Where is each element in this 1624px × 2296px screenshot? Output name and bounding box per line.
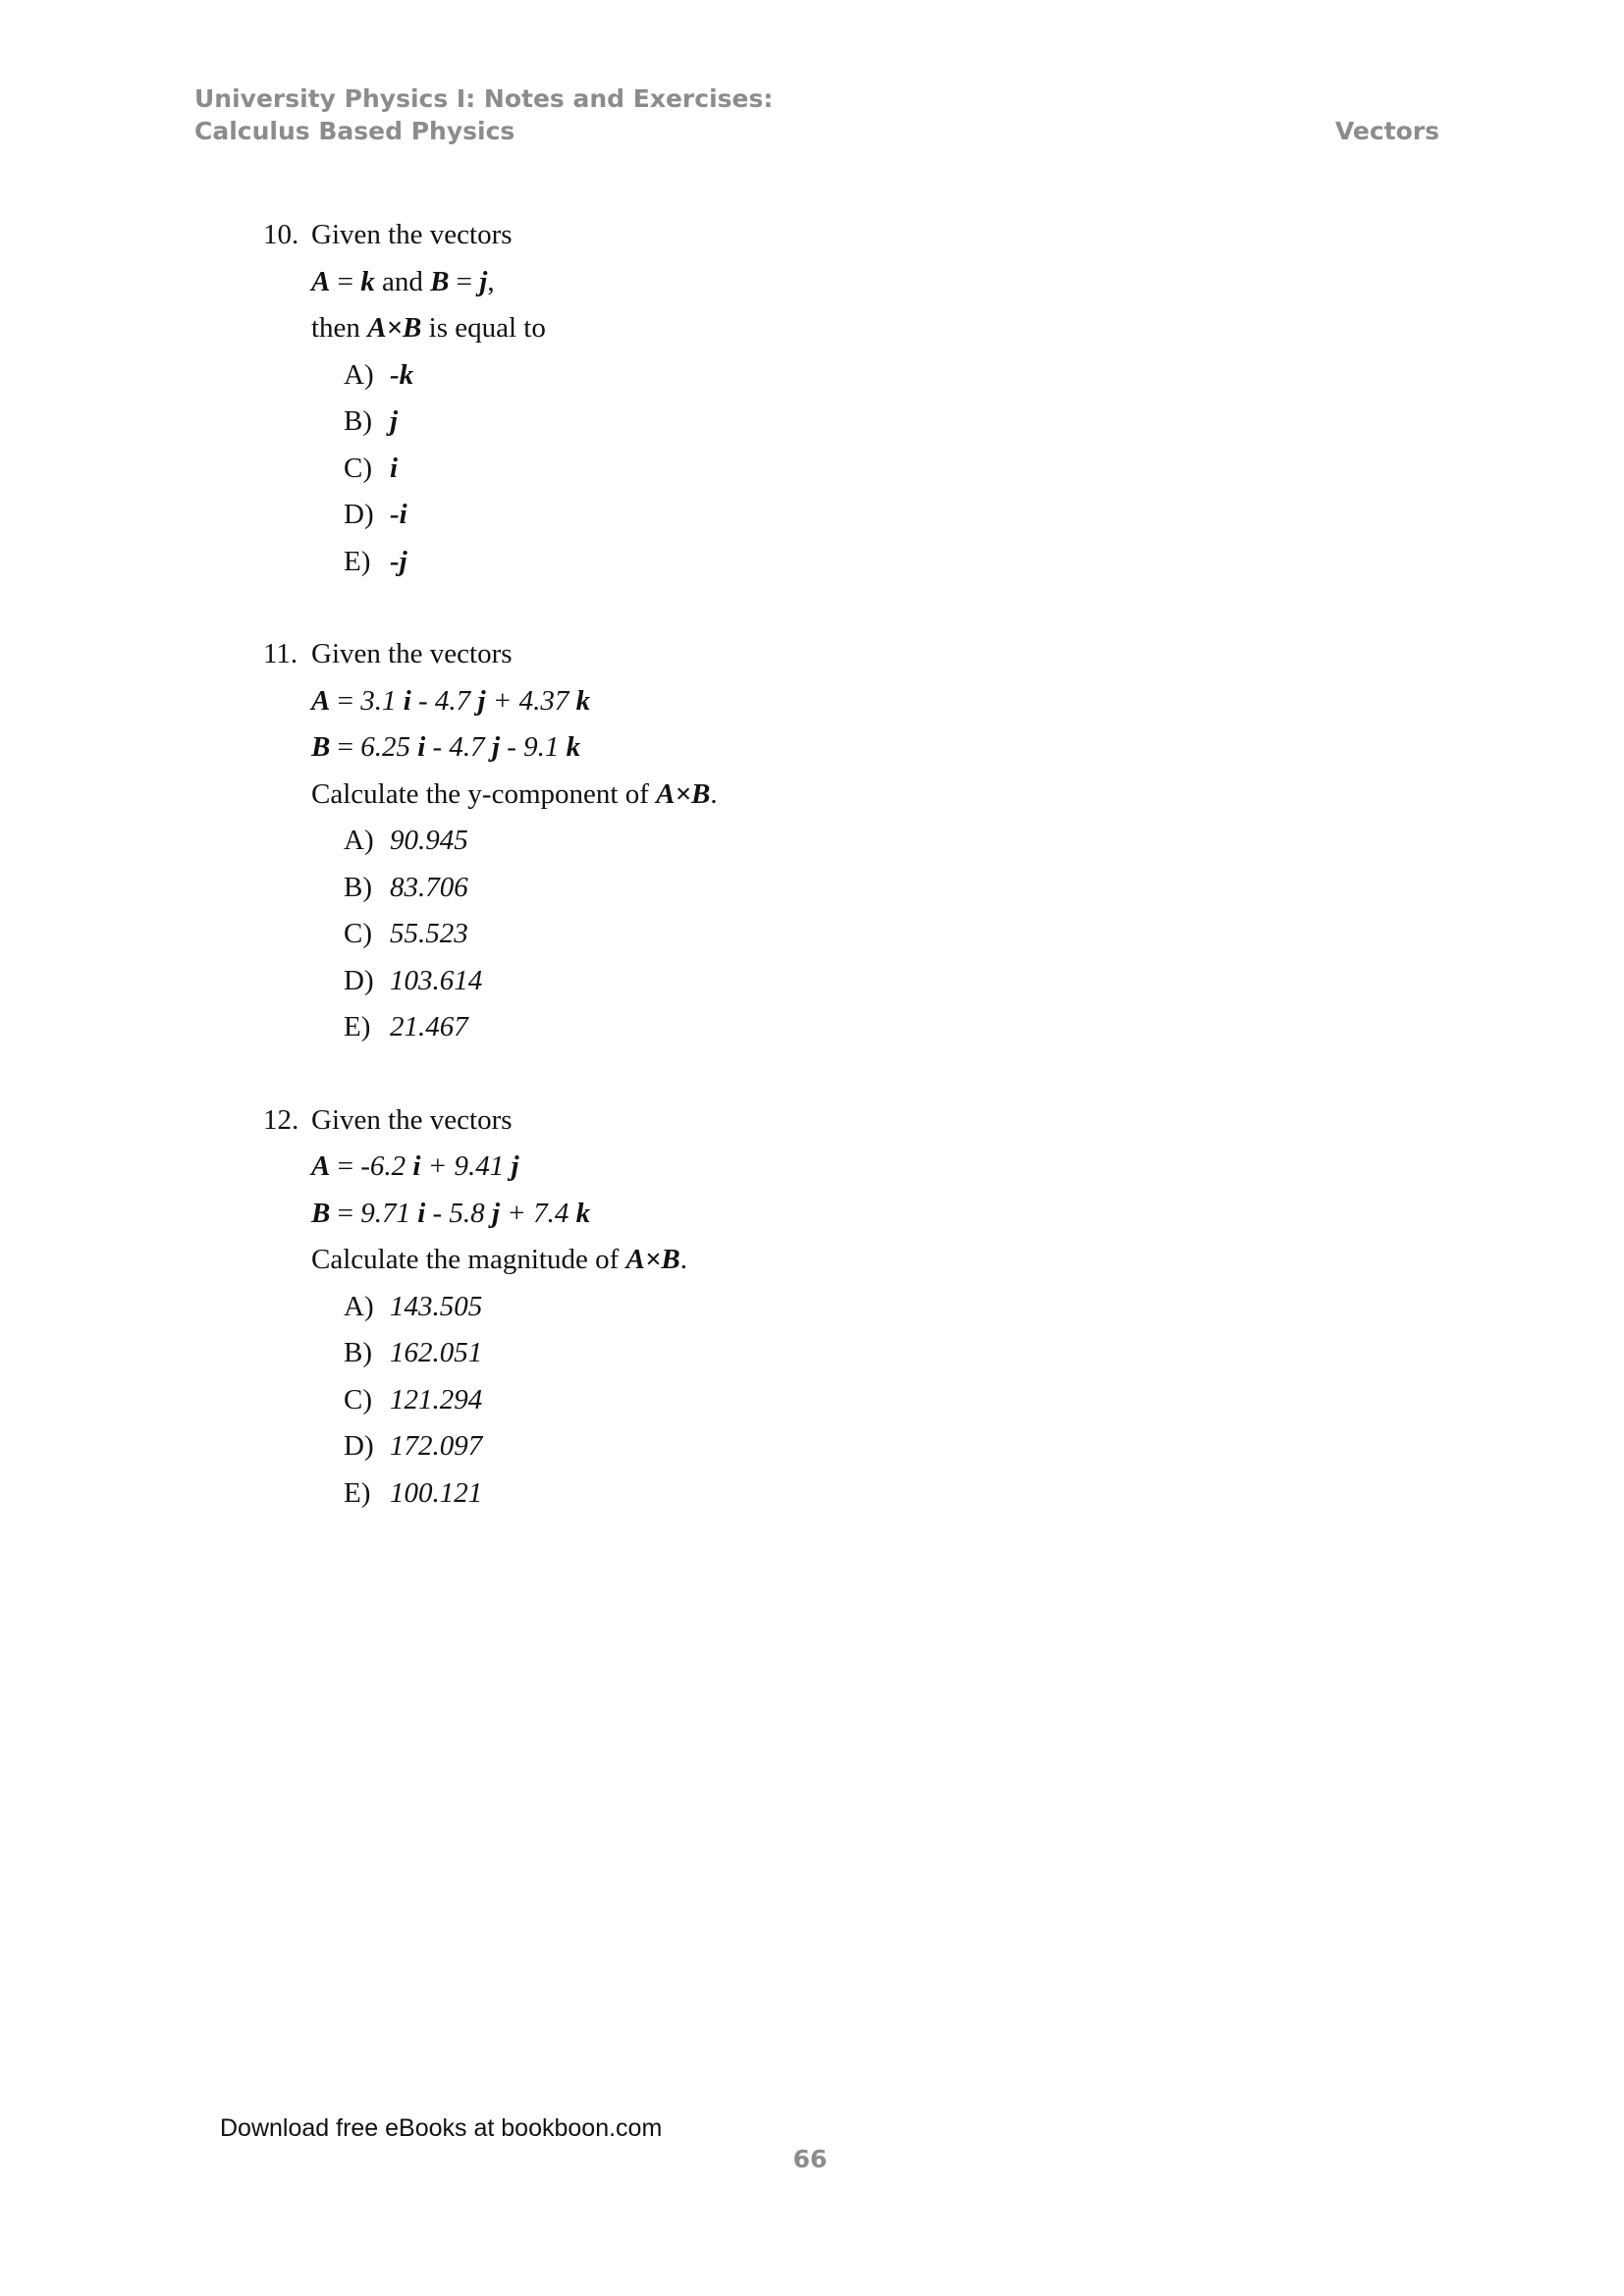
question-number: 11. xyxy=(263,638,298,669)
question-11 xyxy=(263,631,718,1051)
equation-segment: + 4.37 xyxy=(485,684,576,717)
answer-option xyxy=(263,958,718,1005)
option-label: E) xyxy=(344,1011,371,1042)
option-value: 103.614 xyxy=(390,964,483,996)
equation-segment: , xyxy=(487,265,495,297)
option-value: -j xyxy=(390,545,407,577)
equation-segment: j xyxy=(479,265,488,297)
option-label: B) xyxy=(344,1337,372,1368)
equation-segment: j xyxy=(477,684,486,717)
equation-segment: and xyxy=(374,265,431,297)
equation-segment: A xyxy=(311,684,331,717)
equation-segment: -6.2 xyxy=(360,1150,413,1182)
option-label: C) xyxy=(344,452,372,484)
equation-segment: k xyxy=(360,265,375,297)
equation-segment: A xyxy=(311,1150,331,1182)
question-intro xyxy=(263,631,718,678)
question-line xyxy=(263,1237,718,1284)
answer-option xyxy=(263,399,718,446)
option-label: A) xyxy=(344,1290,374,1322)
book-title xyxy=(194,82,773,147)
book-title-line1: University Physics I: Notes and Exercises: xyxy=(194,84,774,113)
question-10 xyxy=(263,212,718,585)
equation-segment: Calculate the y-component of xyxy=(311,777,657,810)
equation-segment: = xyxy=(449,265,480,297)
answer-option xyxy=(263,352,718,400)
answer-option xyxy=(263,1004,718,1051)
book-title-line2: Calculus Based Physics xyxy=(194,117,515,145)
equation-segment: B xyxy=(311,731,331,763)
equation-segment: A×B xyxy=(367,312,422,344)
equation-segment: j xyxy=(511,1150,519,1182)
option-label: C) xyxy=(344,1383,372,1415)
equation-segment: . xyxy=(679,1244,687,1275)
question-number: 10. xyxy=(263,219,299,250)
question-intro xyxy=(263,212,718,259)
equation-segment: A×B xyxy=(625,1244,680,1275)
chapter-title: Vectors xyxy=(1334,117,1439,145)
question-line xyxy=(263,1144,718,1191)
equation-segment: 6.25 xyxy=(360,731,418,763)
equation-segment: k xyxy=(575,1197,591,1229)
option-value: 83.706 xyxy=(390,871,468,903)
equation-segment: j xyxy=(491,1197,500,1229)
option-label: D) xyxy=(344,1430,374,1462)
equation-segment: 3.1 xyxy=(360,684,404,717)
option-value: i xyxy=(390,452,399,484)
equation-segment: j xyxy=(491,731,500,763)
equation-segment: B xyxy=(311,1197,331,1229)
question-12 xyxy=(263,1097,718,1518)
question-number: 12. xyxy=(263,1103,299,1136)
option-label: B) xyxy=(344,871,372,903)
question-line xyxy=(263,678,718,725)
equation-segment: i xyxy=(417,731,426,763)
equation-segment: i xyxy=(403,684,411,717)
option-value: 21.467 xyxy=(390,1011,468,1042)
question-intro-text: Given the vectors xyxy=(311,219,513,250)
answer-option xyxy=(263,911,718,958)
option-value: -i xyxy=(390,499,407,530)
equation-segment: . xyxy=(710,777,718,810)
answer-option xyxy=(263,492,718,539)
option-value: 172.097 xyxy=(390,1430,483,1462)
equation-segment: k xyxy=(566,731,581,763)
option-value: 55.523 xyxy=(390,918,468,949)
page-number: 66 xyxy=(792,2145,828,2173)
option-value: 143.505 xyxy=(390,1290,483,1322)
equation-segment: - 9.1 xyxy=(500,731,567,763)
equation-segment: = xyxy=(330,1150,361,1182)
answer-option xyxy=(263,1377,718,1424)
option-value: 162.051 xyxy=(390,1337,483,1368)
option-label: A) xyxy=(344,825,374,856)
download-link[interactable]: Download free eBooks at bookboon.com xyxy=(220,2114,663,2142)
answer-option xyxy=(263,818,718,865)
question-line xyxy=(263,1191,718,1238)
option-label: E) xyxy=(344,1476,371,1509)
equation-segment: - 5.8 xyxy=(425,1197,492,1229)
question-line xyxy=(263,305,718,352)
option-label: D) xyxy=(344,964,374,996)
equation-segment: + 9.41 xyxy=(420,1150,512,1182)
option-value: -k xyxy=(390,358,414,391)
question-line xyxy=(263,772,718,819)
answer-option xyxy=(263,539,718,586)
option-label: D) xyxy=(344,499,374,530)
equation-segment: 9.71 xyxy=(360,1197,418,1229)
equation-segment: - 4.7 xyxy=(425,731,492,763)
question-intro-text: Given the vectors xyxy=(311,1103,513,1136)
equation-segment: then xyxy=(311,312,368,344)
option-value: 90.945 xyxy=(390,825,468,856)
equation-segment: - 4.7 xyxy=(410,684,478,717)
question-intro-text: Given the vectors xyxy=(311,638,513,669)
answer-option xyxy=(263,865,718,912)
equation-segment: A xyxy=(311,265,331,297)
answer-option xyxy=(263,1284,718,1331)
option-label: E) xyxy=(344,545,371,577)
option-label: B) xyxy=(344,405,372,437)
option-value: j xyxy=(390,405,399,437)
equation-segment: + 7.4 xyxy=(500,1197,576,1229)
answer-option xyxy=(263,1423,718,1470)
answer-option xyxy=(263,446,718,493)
option-label: A) xyxy=(344,358,374,391)
equation-segment: = xyxy=(330,265,361,297)
option-label: C) xyxy=(344,918,372,949)
equation-segment: = xyxy=(330,1197,361,1229)
equation-segment: k xyxy=(575,684,591,717)
option-value: 100.121 xyxy=(390,1476,483,1509)
equation-segment: = xyxy=(330,731,361,763)
exercise-list xyxy=(263,212,718,1563)
question-intro xyxy=(263,1097,718,1145)
equation-segment: Calculate the magnitude of xyxy=(311,1244,626,1275)
answer-option xyxy=(263,1330,718,1377)
equation-segment: i xyxy=(412,1150,421,1182)
option-value: 121.294 xyxy=(390,1383,483,1415)
answer-option xyxy=(263,1470,718,1518)
question-line xyxy=(263,259,718,306)
equation-segment: i xyxy=(417,1197,426,1229)
equation-segment: B xyxy=(430,265,450,297)
equation-segment: is equal to xyxy=(421,312,546,344)
equation-segment: A×B xyxy=(656,777,711,810)
question-line xyxy=(263,724,718,772)
equation-segment: = xyxy=(330,684,361,717)
